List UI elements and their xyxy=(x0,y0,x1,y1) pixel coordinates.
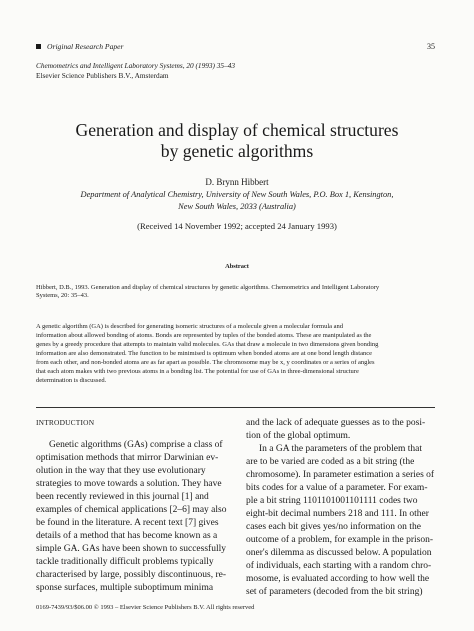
right-column-line: oner's dilemma as discussed below. A population xyxy=(246,548,432,558)
left-column-line: tackle traditionally difficult problems typically xyxy=(36,557,214,567)
abstract-line: A genetic algorithm (GA) is described for generating isomeric structures of a molecule given a molecular formula and xyxy=(36,323,344,330)
left-column-line: be found in the literature. A recent text [7] gives xyxy=(36,518,219,528)
abstract-line: information are also demonstrated. The function to be minimised is optimum when bonded atoms are at one bond length distance xyxy=(36,350,372,357)
left-column-line: sponse surfaces, multiple suboptimum minima xyxy=(36,583,214,593)
right-column-line: ple a bit string 1101101001101111 codes two xyxy=(246,496,418,506)
right-column-line: tion of the global optimum. xyxy=(246,431,351,441)
journal-citation: Chemometrics and Intelligent Laboratory Systems, 20 (1993) 35–43 xyxy=(36,61,236,70)
author-name: D. Brynn Hibbert xyxy=(205,177,269,187)
affiliation-line-2: New South Wales, 2033 (Australia) xyxy=(178,202,296,211)
running-header xyxy=(36,42,124,51)
paper-title-line-1: Generation and display of chemical structures xyxy=(75,120,399,140)
abstract-line: from each other, and non-bonded atoms are as far apart as possible. The chromosome may be x, y coordinates or a series of angles xyxy=(36,359,375,366)
right-column-line: cases each bit gives yes/no information on the xyxy=(246,522,421,532)
section-divider xyxy=(36,407,435,408)
left-column-line: details of a method that has become known as a xyxy=(36,531,218,541)
left-column-line: simple GA. GAs have been shown to successfully xyxy=(36,544,226,554)
publisher-line: Elsevier Science Publishers B.V., Amsterdam xyxy=(36,71,169,80)
copyright-footer: 0169-7439/93/$06.00 © 1993 – Elsevier Science Publishers B.V. All rights reserved xyxy=(36,604,255,611)
affiliation-line-1: Department of Analytical Chemistry, University of New South Wales, P.O. Box 1, Kensington, xyxy=(80,190,394,199)
received-dates: (Received 14 November 1992; accepted 24 January 1993) xyxy=(137,221,337,231)
abstract-line: that each atom makes with two previous atoms in a bonding list. The potential for use of GAs in three-dimensional structure xyxy=(36,368,359,375)
page-number: 35 xyxy=(427,42,435,51)
square-bullet-icon xyxy=(36,44,41,49)
left-column-line: been recently reviewed in this journal [1] and xyxy=(36,492,209,502)
right-column-line: chromosome). In parameter estimation a series of xyxy=(246,470,435,480)
left-column-line: strategies to move towards a solution. They have xyxy=(36,479,222,489)
left-column-line: Genetic algorithms (GAs) comprise a class of xyxy=(49,440,223,450)
left-column-line: examples of chemical applications [2–6] may also xyxy=(36,505,227,515)
abstract-line: genes by a greedy procedure that attempts to maintain valid molecules. GAs that draw a molecule in two dimensions given bonding xyxy=(36,341,379,348)
paper-title-line-2: by genetic algorithms xyxy=(160,141,314,161)
header-label: Original Research Paper xyxy=(47,42,124,51)
right-column-line: bits codes for a value of a parameter. For exam- xyxy=(246,483,428,493)
right-column-line: of individuals, each starting with a random chro- xyxy=(246,561,432,571)
right-column-line: and the lack of adequate guesses as to the posi- xyxy=(246,418,426,428)
section-heading: INTRODUCTION xyxy=(36,418,95,427)
abstract-line: information about allowed bonding of atoms. Bonds are represented by tuples of the bonded atoms. These are manipulated as the xyxy=(36,332,372,339)
left-column-line: characterised by large, possibly discontinuous, re- xyxy=(36,570,227,580)
abstract-line: determination is discussed. xyxy=(36,377,107,384)
right-column-line: are to be varied are coded as a bit string (the xyxy=(246,457,415,467)
citation-line-1: Hibbert, D.B., 1993. Generation and display of chemical structures by genetic algorithms. Chemometrics and Intelligent Laboratory xyxy=(36,284,380,291)
abstract-heading: Abstract xyxy=(225,263,249,270)
right-column-line: mosome, is evaluated according to how well the xyxy=(246,574,430,584)
left-column-line: optimisation methods that mirror Darwinian ev- xyxy=(36,453,219,463)
left-column-line: olution in the way that they use evolutionary xyxy=(36,466,206,476)
right-column-line: eight-bit decimal numbers 218 and 111. In other xyxy=(246,509,429,519)
right-column-line: In a GA the parameters of the problem that xyxy=(259,444,423,454)
right-column-line: set of parameters (decoded from the bit string) xyxy=(246,587,423,597)
citation-line-2: Systems, 20: 35–43. xyxy=(36,292,89,299)
right-column-line: outcome of a problem, for example in the prison- xyxy=(246,535,434,545)
